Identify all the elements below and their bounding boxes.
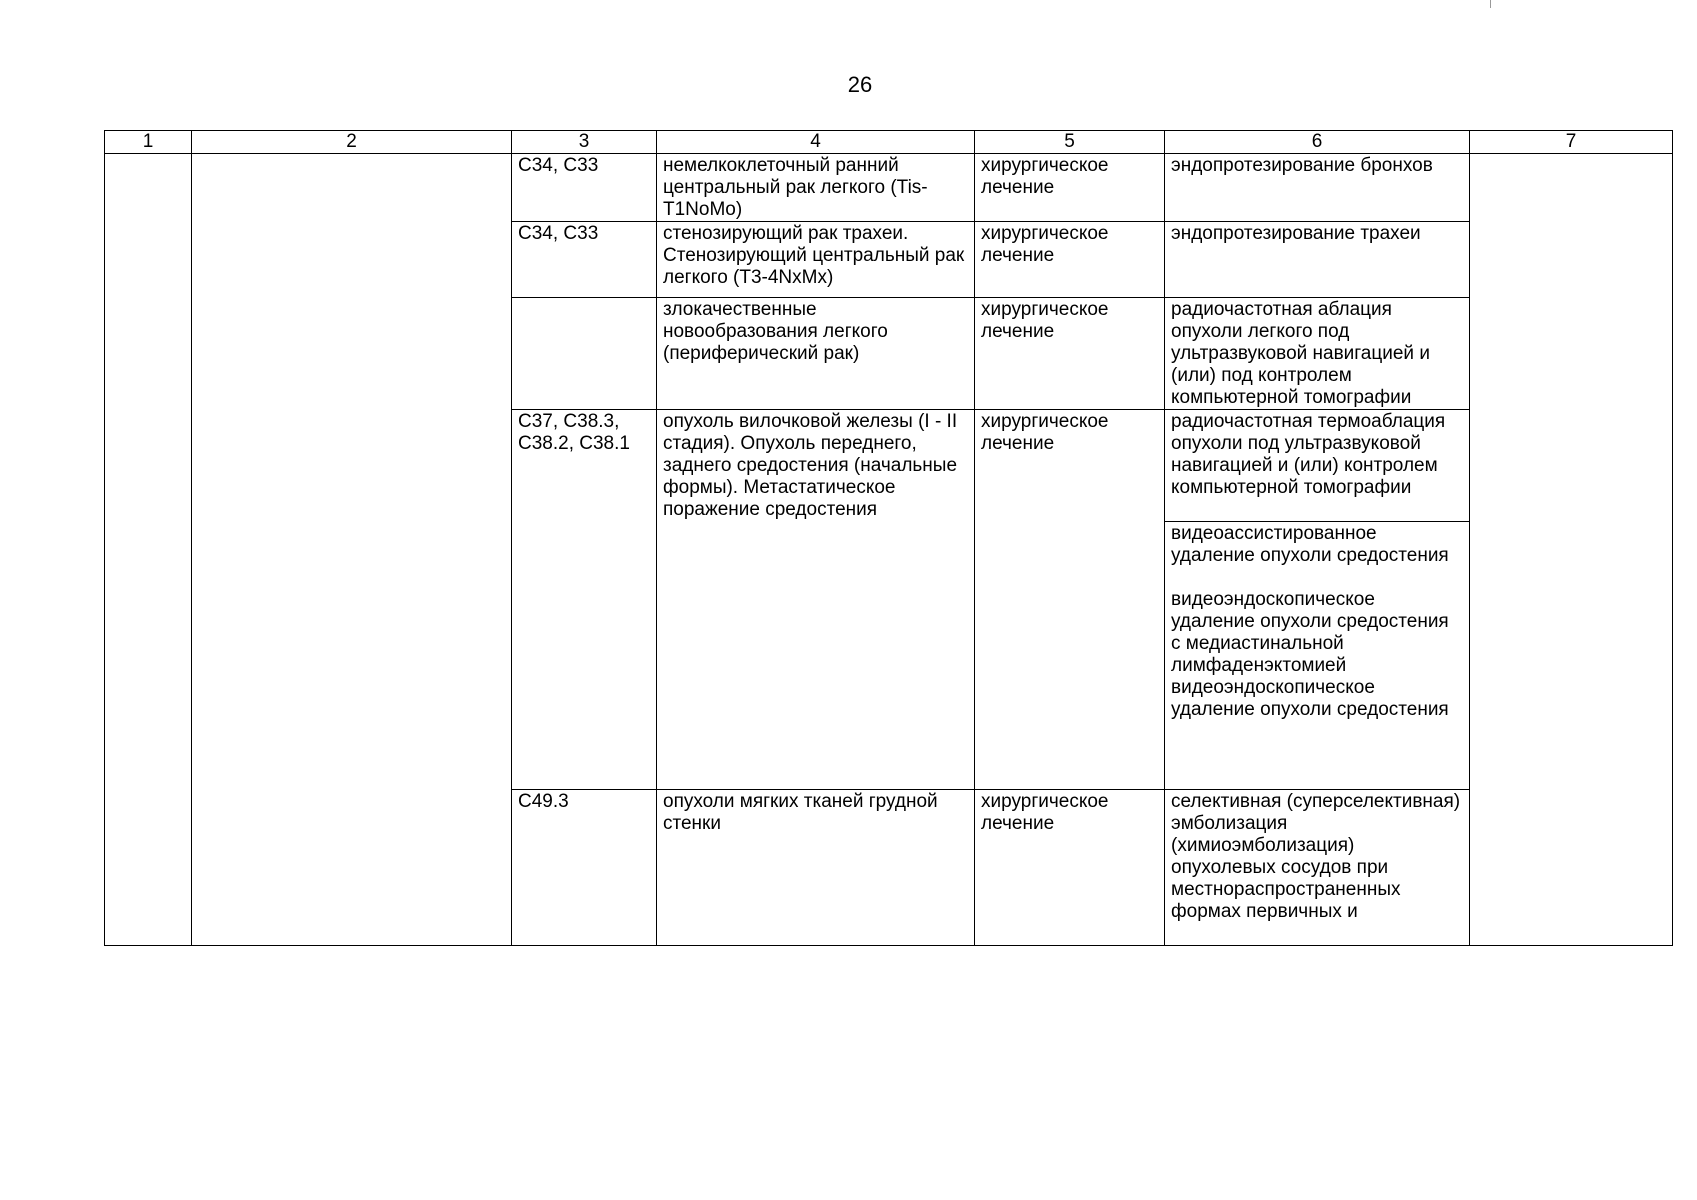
- method-cell: эндопротезирование бронхов: [1165, 154, 1470, 222]
- codes-cell: С34, С33: [512, 154, 657, 222]
- method-cell: эндопротезирование трахеи: [1165, 222, 1470, 298]
- diagnosis-cell: стенозирующий рак трахеи. Стенозирующий центральный рак легкого (Т3-4NxMx): [657, 222, 975, 298]
- column-header-5: 5: [975, 131, 1165, 154]
- page-number: 26: [847, 72, 873, 97]
- treatment-cell: хирургическое лечение: [975, 298, 1165, 410]
- column-1-cell: [105, 154, 192, 946]
- codes-cell: С34, С33: [512, 222, 657, 298]
- diagnosis-cell: опухоль вилочковой железы (I - II стадия). Опухоль переднего, заднего средостения (начальные формы). Метастатическое поражение средостения: [657, 410, 975, 790]
- column-header-1: 1: [105, 131, 192, 154]
- column-header-2: 2: [192, 131, 512, 154]
- diagnosis-cell: немелкоклеточный ранний центральный рак легкого (Tis-T1NoMo): [657, 154, 975, 222]
- treatment-cell: хирургическое лечение: [975, 410, 1165, 790]
- codes-cell: С49.3: [512, 790, 657, 946]
- method-cell-group: [1165, 522, 1470, 790]
- method-text: видеоассистированное удаление опухоли средостения: [1171, 523, 1449, 566]
- method-spacer: [1171, 567, 1463, 589]
- diagnosis-cell: злокачественные новообразования легкого (периферический рак): [657, 298, 975, 410]
- column-number-row: [105, 131, 1673, 154]
- table-row: [105, 154, 1673, 222]
- column-header-3: 3: [512, 131, 657, 154]
- method-cell: радиочастотная термоаблация опухоли под ультразвуковой навигацией и (или) контролем компьютерной томографии: [1165, 410, 1470, 522]
- diagnosis-cell: опухоли мягких тканей грудной стенки: [657, 790, 975, 946]
- treatment-cell: хирургическое лечение: [975, 154, 1165, 222]
- column-header-6: 6: [1165, 131, 1470, 154]
- column-7-cell: [1470, 154, 1673, 946]
- treatment-cell: хирургическое лечение: [975, 790, 1165, 946]
- procedures-table: [104, 130, 1673, 946]
- treatment-cell: хирургическое лечение: [975, 222, 1165, 298]
- column-header-4: 4: [657, 131, 975, 154]
- method-text: видеоэндоскопическое удаление опухоли средостения с медиастинальной лимфаденэктомией: [1171, 589, 1449, 676]
- method-cell: селективная (суперселективная) эмболизация (химиоэмболизация) опухолевых сосудов при местнораспространенных формах первичных и: [1165, 790, 1470, 946]
- method-text: видеоэндоскопическое удаление опухоли средостения: [1171, 677, 1449, 720]
- column-header-7: 7: [1470, 131, 1673, 154]
- method-cell: радиочастотная аблация опухоли легкого под ультразвуковой навигацией и (или) под контролем компьютерной томографии: [1165, 298, 1470, 410]
- codes-cell: [512, 298, 657, 410]
- column-2-cell: [192, 154, 512, 946]
- codes-cell: С37, С38.3, С38.2, С38.1: [512, 410, 657, 790]
- corner-mark: [1480, 0, 1491, 8]
